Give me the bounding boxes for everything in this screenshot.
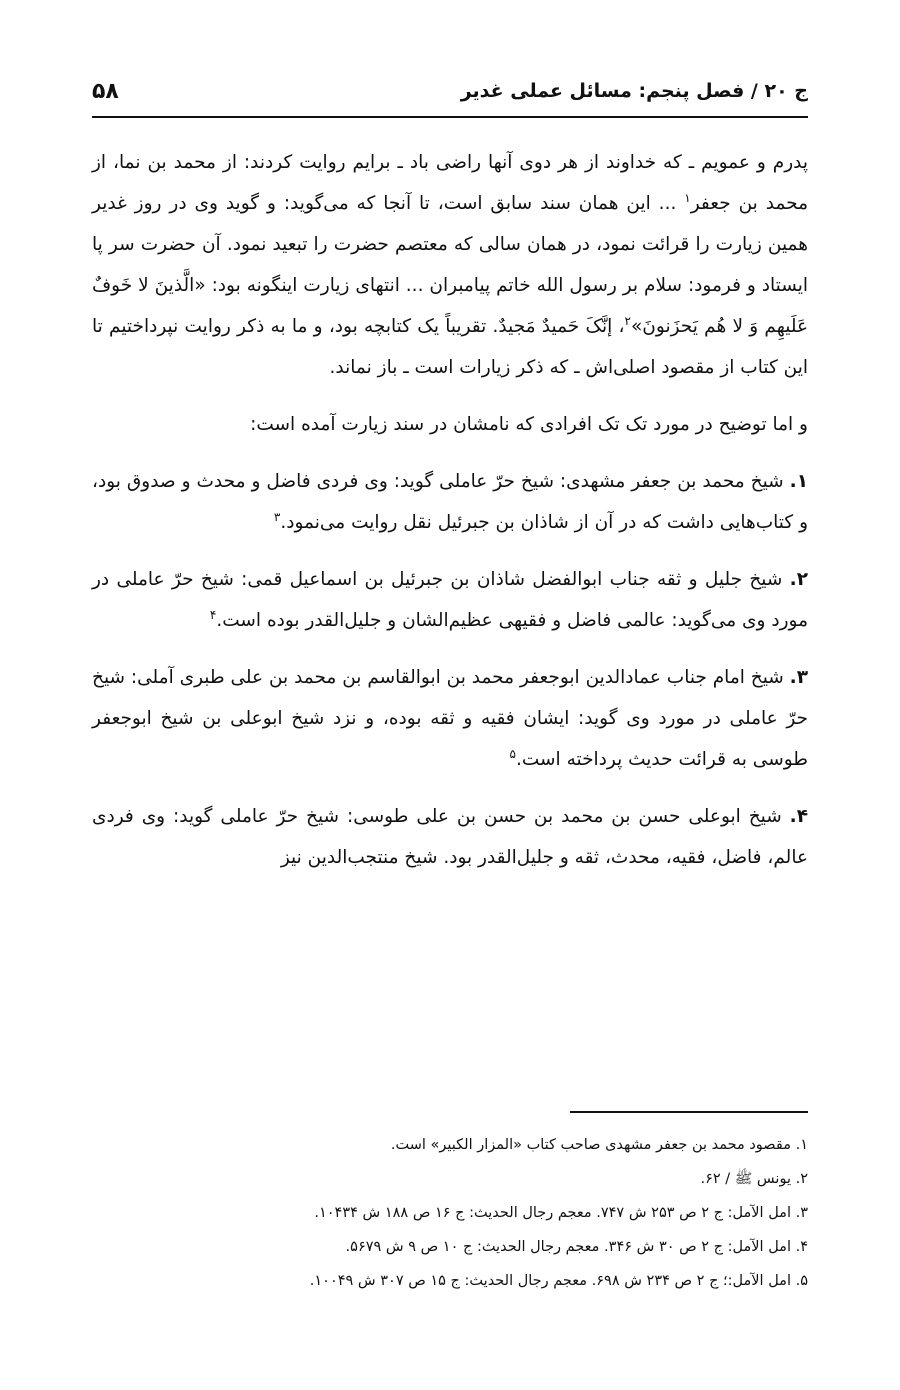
paragraph-intro: و اما توضیح در مورد تک تک افرادی که نامشان در سند زیارت آمده است:: [250, 414, 808, 435]
footnote-ref: ۲: [624, 313, 631, 328]
paragraph-text: ، إنَّکَ حَمیدٌ مَجیدٌ. تقریباً یک کتابچه بود، و ما به ذکر روایت نپرداختیم تا این کتاب از مقصود اصلی‌اش ـ که ذکر زیارات است ـ باز نماند.: [92, 316, 808, 378]
running-title: ج ۲۰ / فصل پنجم: مسائل عملی غدیر: [460, 80, 808, 102]
item-text: شیخ ابوعلی حسن بن محمد بن حسن بن علی طوسی: شیخ حرّ عاملی گوید: وی فردی عالم، فاضل، فقیه، محدث، ثقه و جلیل‌القدر بود. شیخ منتجب‌الدین نیز: [92, 806, 808, 868]
item-number: ۳.: [789, 667, 808, 688]
item-number: ۲.: [789, 569, 808, 590]
paragraph-narration: [92, 142, 808, 388]
item-text: شیخ محمد بن جعفر مشهدی: شیخ حرّ عاملی گوید: وی فردی فاضل و محدث و صدوق بود، و کتاب‌هایی داشت که در آن از شاذان بن جبرئیل نقل روایت می‌نمود.: [92, 471, 808, 533]
paragraph-text: پدرم و عمویم ـ که خداوند از هر دوی آنها راضی باد ـ برایم روایت کردند: از محمد بن نما، از محمد بن جعفر: [92, 152, 808, 214]
footnote: ۴. امل الآمل: ج ۲ ص ۳۰ ش ۳۴۶. معجم رجال الحدیث: ج ۱۰ ص ۹ ش ۵۶۷۹.: [345, 1239, 808, 1255]
footnote-ref: ۳: [273, 509, 281, 524]
footnote-ref: ۴: [209, 607, 217, 622]
item-text: شیخ جلیل و ثقه جناب ابوالفضل شاذان بن جبرئیل بن اسماعیل قمی: شیخ حرّ عاملی در مورد وی می‌گوید: عالمی فاضل و فقیهی عظیم‌الشان و جلیل‌القدر بوده است.: [92, 569, 808, 631]
footnote: ۱. مقصود محمد بن جعفر مشهدی صاحب کتاب «المزار الکبیر» است.: [390, 1137, 808, 1153]
paragraph-text: ... این همان سند سابق است، تا آنجا که می‌گوید: و گوید وی در روز غدیر همین زیارت را قرائت نمود، در همان سالی که معتصم حضرت را تبعید نمود. آن حضرت سر پا ایستاد و فرمود: سلام بر رسول الله خاتم پیامبران ... انتهای زیارت اینگونه بود: «الَّذینَ لا خَوفٌ عَلَیهِم وَ لا هُم یَحزَنونَ»: [92, 193, 808, 337]
footnote-ref: ۱: [684, 190, 691, 205]
page-body: [92, 142, 808, 894]
footnote: ۲. یونس ﷺ / ۶۲.: [700, 1171, 808, 1187]
item-number: ۱.: [789, 471, 808, 492]
list-item: [92, 461, 808, 543]
footnote-divider: [570, 1111, 808, 1113]
page-header: [92, 72, 808, 110]
item-text: شیخ امام جناب عمادالدین ابوجعفر محمد بن ابوالقاسم بن محمد بن علی طبری آملی: شیخ حرّ عاملی در مورد وی گوید: ایشان فقیه و ثقه بوده، و نزد شیخ ابوعلی بن شیخ ابوجعفر طوسی به قرائت حدیث پرداخته است.: [92, 667, 808, 770]
footnote: ۵. امل الآمل:؛ ج ۲ ص ۲۳۴ ش ۶۹۸. معجم رجال الحدیث: ج ۱۵ ص ۳۰۷ ش ۱۰۰۴۹.: [309, 1273, 808, 1289]
item-number: ۴.: [789, 806, 808, 827]
list-item: [92, 796, 808, 878]
footnotes: [92, 1128, 808, 1298]
footnote: ۳. امل الآمل: ج ۲ ص ۲۵۳ ش ۷۴۷. معجم رجال الحدیث: ج ۱۶ ص ۱۸۸ ش ۱۰۴۳۴.: [314, 1205, 808, 1221]
footnote-ref: ۵: [509, 746, 516, 761]
list-item: [92, 559, 808, 641]
page-number: ۵۸: [92, 78, 119, 104]
header-divider: [92, 116, 808, 118]
list-item: [92, 657, 808, 780]
